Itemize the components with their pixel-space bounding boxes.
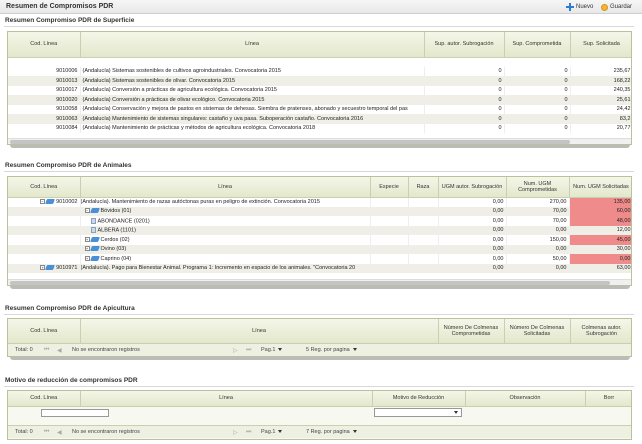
value-cell: 0,00 (506, 264, 569, 274)
tree-row[interactable] (8, 254, 632, 264)
table-row[interactable] (8, 86, 632, 96)
value-cell: 0,00 (438, 235, 506, 245)
per-page-value: 5 Reg. por pagina (306, 347, 350, 353)
expand-toggle-icon[interactable]: + (85, 255, 89, 261)
save-icon (601, 4, 608, 11)
table-cell: 25,61 (570, 95, 632, 105)
linea-text: Cerdos (02) (100, 236, 130, 243)
col-cod-linea[interactable]: Cod. Línea (8, 391, 80, 406)
pager-total: Total: 0 (15, 347, 33, 353)
linea-text: (Andalucía). Pago para Bienestar Animal. Programa 1: Incremento en espacio de los animales. "Convocatoria 20 (80, 265, 356, 272)
tree-cell-cod (8, 197, 80, 207)
col-linea[interactable]: Línea (80, 32, 424, 57)
page-value: Pag.1 (261, 347, 276, 353)
table-cell: 0 (504, 67, 570, 77)
table-cell: 0 (424, 105, 504, 115)
table-cell: (Andalucía) Conversión a prácticas de olivar ecológico. Convocatoria 2015 (80, 95, 424, 105)
linea-text: ABONDANCE (0201) (97, 217, 150, 224)
chevron-down-icon (353, 430, 357, 433)
divider (4, 26, 634, 27)
expand-toggle-icon[interactable]: + (85, 246, 89, 252)
empty-cell (408, 207, 438, 217)
tree-row[interactable] (8, 235, 632, 245)
col-colmenas-comprometidas[interactable]: Número De Colmenas Comprometidas (438, 319, 504, 343)
table-cell: 240,35 (570, 86, 632, 96)
table-cell: 9010058 (8, 105, 80, 115)
table-row[interactable] (8, 67, 632, 77)
scroll-thumb[interactable] (10, 140, 570, 144)
table-cell: 0 (504, 105, 570, 115)
folder-icon (90, 237, 100, 242)
value-cell: 48,00 (569, 216, 632, 226)
animales-section-title: Resumen Compromiso PDR de Animales (5, 162, 132, 169)
divider (4, 386, 634, 387)
table-cell: (Andalucía) Mantenimiento de sistemas singulares: castaño y uva pasa. Suboperación castaño. Convocatoria 2016 (80, 114, 424, 124)
per-page-dropdown[interactable] (306, 347, 357, 353)
divider (4, 171, 634, 172)
last-page-icon[interactable]: ⏭ (246, 347, 252, 353)
page-dropdown[interactable] (261, 429, 282, 435)
value-cell: 70,00 (506, 207, 569, 217)
col-sup-autor[interactable]: Sup. autor. Subrogación (424, 32, 504, 57)
empty-cell (408, 264, 438, 274)
col-linea[interactable]: Línea (80, 319, 438, 343)
folder-icon (90, 208, 100, 213)
cod-linea-value: 9010002 (56, 199, 78, 205)
document-icon (91, 227, 96, 233)
value-cell: 0,00 (506, 226, 569, 236)
page-title: Resumen de Compromisos PDR (6, 3, 114, 10)
cod-linea-filter-input[interactable] (41, 409, 109, 417)
col-raza[interactable]: Raza (408, 177, 438, 197)
folder-icon (45, 199, 55, 204)
cod-linea-value: 9010971 (56, 265, 78, 272)
divider (4, 314, 634, 315)
tree-cell-linea (80, 226, 370, 236)
apicultura-section-title: Resumen Compromiso PDR de Apicultura (5, 305, 135, 312)
tree-cell-linea (80, 207, 370, 217)
tree-cell-cod (8, 216, 80, 226)
empty-cell (370, 197, 408, 207)
expand-toggle-icon[interactable]: + (41, 265, 44, 271)
value-cell: 12,00 (569, 226, 632, 236)
nuevo-label: Nuevo (576, 4, 594, 10)
pager (8, 425, 631, 438)
linea-text: (Andalucía). Mantenimiento de razas autóctonas puras en peligro de extinción. Convocatoria 2015 (80, 199, 320, 205)
expand-toggle-icon[interactable]: − (41, 199, 44, 205)
empty-cell (370, 216, 408, 226)
table-cell: 0 (504, 76, 570, 86)
table-cell: 9010084 (8, 124, 80, 134)
tree-cell-linea (80, 264, 370, 274)
table-cell: 9010063 (8, 114, 80, 124)
linea-text: Bóvidos (01) (100, 208, 132, 215)
next-page-icon[interactable]: ▷ (233, 348, 238, 354)
panel-shadow (10, 145, 630, 148)
empty-cell (408, 254, 438, 264)
table-cell: 83,2 (570, 114, 632, 124)
col-observacion[interactable]: Observación (465, 391, 585, 406)
empty-cell (370, 235, 408, 245)
guardar-button[interactable] (601, 2, 632, 12)
col-linea[interactable]: Línea (80, 177, 370, 197)
scroll-thumb[interactable] (10, 281, 610, 285)
table-cell: 0 (424, 114, 504, 124)
tree-row[interactable] (8, 197, 632, 207)
empty-cell (370, 207, 408, 217)
tree-cell-linea (80, 254, 370, 264)
linea-text: ALBERA (1101) (97, 227, 136, 234)
table-cell: 0 (504, 86, 570, 96)
table-cell: 168,22 (570, 76, 632, 86)
tree-row[interactable] (8, 216, 632, 226)
chevron-down-icon (454, 411, 458, 414)
horizontal-scrollbar[interactable] (8, 138, 632, 144)
col-ugm-solicitadas[interactable]: Num. UGM Solicitadas (569, 177, 632, 197)
chevron-down-icon (278, 430, 282, 433)
table-cell: (Andalucía) Mantenimiento de prácticas y métodos de agricultura ecológica. Convocatoria 2018 (80, 124, 424, 134)
tree-row[interactable] (8, 226, 632, 236)
empty-cell (408, 245, 438, 255)
prev-page-icon[interactable]: ◀ (57, 430, 62, 436)
tree-cell-cod (8, 207, 80, 217)
expand-toggle-icon[interactable]: + (85, 236, 89, 242)
title-bar (0, 0, 642, 14)
per-page-dropdown[interactable] (306, 429, 357, 435)
table-row[interactable] (8, 114, 632, 124)
col-sup-comprometida[interactable]: Sup. Comprometida (504, 32, 570, 57)
folder-icon (45, 265, 55, 270)
superficie-section-title: Resumen Compromiso PDR de Superficie (5, 17, 135, 24)
value-cell: 70,00 (506, 216, 569, 226)
table-cell: 9010020 (8, 95, 80, 105)
reduccion-section-title: Motivo de reducción de compromisos PDR (5, 377, 138, 384)
tree-cell-linea (80, 245, 370, 255)
value-cell: 150,00 (506, 235, 569, 245)
plus-icon (566, 3, 574, 11)
table-cell: (Andalucía) Conservación y mejora de pastos en sistemas de dehesas. Siembra de pratenses, abonado y secuestro temporal del pas (80, 105, 424, 115)
table-cell: 235,67 (570, 67, 632, 77)
table-cell: 0 (424, 124, 504, 134)
panel-shadow (10, 286, 630, 289)
table-cell: 0 (504, 124, 570, 134)
value-cell: 270,00 (506, 197, 569, 207)
table-row[interactable] (8, 105, 632, 115)
col-motivo[interactable]: Motivo de Reducción (372, 391, 465, 406)
table-cell: (Andalucía) Conversión a prácticas de agricultura ecológica. Convocatoria 2015 (80, 86, 424, 96)
value-cell: 135,00 (569, 197, 632, 207)
chevron-down-icon (353, 348, 357, 351)
horizontal-scrollbar[interactable] (8, 279, 632, 285)
reduccion-grid (7, 390, 632, 440)
col-colmenas-autor[interactable]: Colmenas autor. Subrogación (570, 319, 632, 343)
tree-cell-cod (8, 226, 80, 236)
col-cod-linea[interactable]: Cod. Línea (8, 32, 80, 57)
table-cell: 0 (424, 67, 504, 77)
table-cell: (Andalucía) Sistemas sostenibles de cultivos agroindustriales. Convocatoria 2015 (80, 67, 424, 77)
value-cell: 50,00 (506, 254, 569, 264)
tree-cell-cod (8, 235, 80, 245)
col-ugm-comprometidas[interactable]: Num. UGM Comprometidas (506, 177, 569, 197)
table-cell: 0 (424, 95, 504, 105)
value-cell: 0,00 (438, 226, 506, 236)
chevron-down-icon (278, 348, 282, 351)
empty-cell (370, 254, 408, 264)
empty-cell (370, 226, 408, 236)
tree-cell-linea (80, 216, 370, 226)
value-cell: 0,00 (438, 254, 506, 264)
value-cell: 0,00 (438, 264, 506, 274)
table-cell: 9010017 (8, 86, 80, 96)
linea-text: Ovino (03) (100, 246, 127, 253)
tree-cell-linea (80, 235, 370, 245)
value-cell: 45,00 (569, 235, 632, 245)
col-linea[interactable]: Línea (80, 391, 372, 406)
folder-icon (90, 246, 100, 251)
empty-cell (408, 235, 438, 245)
linea-text: Caprino (04) (100, 255, 132, 262)
next-page-icon[interactable]: ▷ (233, 430, 238, 436)
col-especie[interactable]: Especie (370, 177, 408, 197)
col-borrar[interactable]: Borr (585, 391, 632, 406)
value-cell: 63,00 (569, 264, 632, 274)
tree-cell-linea (80, 197, 370, 207)
table-cell: 0 (504, 95, 570, 105)
empty-cell (370, 245, 408, 255)
value-cell: 0,00 (438, 245, 506, 255)
document-icon (91, 218, 96, 224)
prev-page-icon[interactable]: ◀ (57, 348, 62, 354)
tree-row[interactable] (8, 245, 632, 255)
table-cell: 9010013 (8, 76, 80, 86)
table-cell: 0 (424, 86, 504, 96)
table-cell: 24,42 (570, 105, 632, 115)
table-row[interactable] (8, 124, 632, 134)
value-cell: 0,00 (569, 254, 632, 264)
motivo-filter-select[interactable] (374, 408, 462, 417)
table-row[interactable] (8, 76, 632, 86)
table-cell: 0 (504, 114, 570, 124)
col-sup-solicitada[interactable]: Sup. Solicitada (570, 32, 632, 57)
col-ugm-autor[interactable]: UGM autor. Subrogación (438, 177, 506, 197)
pager-total: Total: 0 (15, 429, 33, 435)
table-cell: (Andalucía) Sistemas sostenibles de olivar. Convocatoria 2015 (80, 76, 424, 86)
apicultura-grid (7, 318, 632, 357)
empty-cell (408, 197, 438, 207)
folder-icon (90, 256, 100, 261)
table-cell: 20,77 (570, 124, 632, 134)
tree-cell-cod (8, 254, 80, 264)
first-page-icon[interactable]: ⏮ (44, 429, 50, 435)
pager (8, 343, 631, 356)
animales-grid (7, 176, 632, 286)
table-cell: 0 (424, 76, 504, 86)
tree-cell-cod (8, 245, 80, 255)
guardar-label: Guardar (610, 4, 633, 10)
per-page-value: 7 Reg. por pagina (306, 429, 350, 435)
page-dropdown[interactable] (261, 347, 282, 353)
table-cell: 9010006 (8, 67, 80, 77)
panel-shadow (10, 357, 630, 360)
col-colmenas-solicitadas[interactable]: Número De Colmenas Solicitadas (504, 319, 570, 343)
value-cell: 0,00 (506, 245, 569, 255)
value-cell: 30,00 (569, 245, 632, 255)
value-cell: 60,00 (569, 207, 632, 217)
last-page-icon[interactable]: ⏭ (246, 429, 252, 435)
nuevo-button[interactable] (566, 2, 593, 12)
first-page-icon[interactable]: ⏮ (44, 347, 50, 353)
tree-row[interactable] (8, 264, 632, 274)
value-cell: 0,00 (438, 207, 506, 217)
tree-cell-cod (8, 264, 80, 274)
value-cell: 0,00 (438, 197, 506, 207)
empty-cell (408, 216, 438, 226)
empty-cell (408, 226, 438, 236)
table-row[interactable] (8, 95, 632, 105)
pager-empty: No se encontraron registros (72, 347, 140, 353)
value-cell: 0,00 (438, 216, 506, 226)
col-cod-linea[interactable]: Cod. Línea (8, 177, 80, 197)
empty-cell (370, 264, 408, 274)
pager-empty: No se encontraron registros (72, 429, 140, 435)
expand-toggle-icon[interactable]: − (85, 208, 89, 214)
col-cod-linea[interactable]: Cod. Línea (8, 319, 80, 343)
tree-row[interactable] (8, 207, 632, 217)
superficie-grid (7, 31, 632, 145)
page-value: Pag.1 (261, 429, 276, 435)
